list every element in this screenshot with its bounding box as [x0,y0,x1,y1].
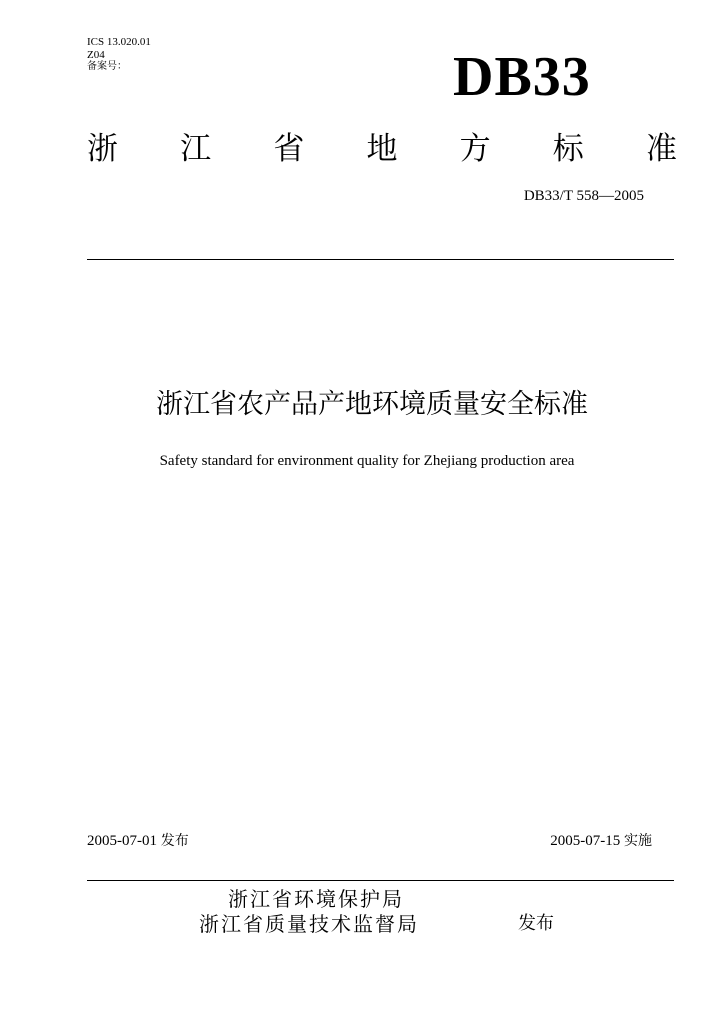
document-type-char: 省 [273,131,305,167]
footer-divider [87,880,674,881]
filing-number-label: 备案号： [87,61,127,72]
document-type-char: 方 [459,131,491,167]
issued-label: 发布 [518,913,554,934]
ics-code: ICS 13.020.01 [87,36,151,48]
issue-label: 发布 [160,833,189,849]
issue-date: 2005-07-01 [87,833,157,849]
standard-number: DB33/T 558—2005 [523,188,644,204]
db33-logo: DB33 [453,46,591,108]
document-type-char: 准 [645,131,677,167]
english-title: Safety standard for environment quality for Zhejiang production area [159,453,575,469]
issue-date-line [87,831,189,851]
document-type-char: 浙 [87,131,118,167]
document-type-char: 地 [366,131,398,167]
document-type-char: 标 [552,131,584,167]
document-type-heading [87,128,677,170]
document-type-char: 江 [180,131,212,167]
implementation-date-line [550,831,652,851]
implementation-date: 2005-07-15 [550,833,621,849]
header-divider [87,259,674,260]
chinese-title: 浙江省农产品产地环境质量安全标准 [156,389,588,420]
classification-code: Z04 [87,49,105,61]
issuer-quality-bureau: 浙江省质量技术监督局 [199,912,419,936]
issuer-environment-bureau: 浙江省环境保护局 [228,887,404,911]
implementation-label: 实施 [624,833,652,849]
